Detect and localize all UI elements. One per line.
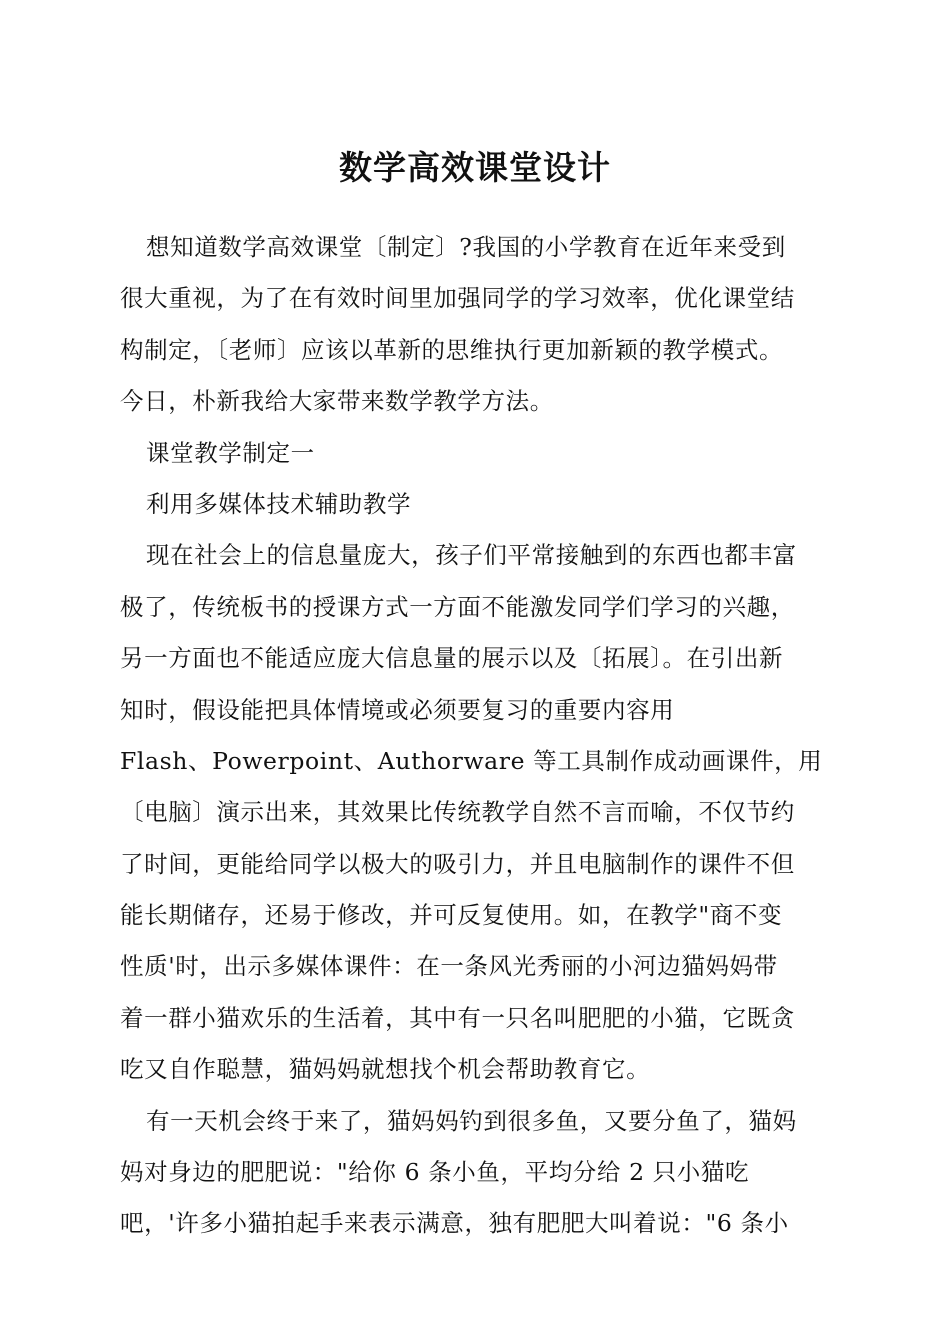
paragraph-line: 有一天机会终于来了，猫妈妈钓到很多鱼，又要分鱼了，猫妈 [146, 1106, 797, 1135]
paragraph-line: Flash、Powerpoint、Authorware 等工具制作成动画课件，用 [120, 746, 823, 775]
paragraph-line: 〔电脑〕演示出来，其效果比传统教学自然不言而喻，不仅节约 [120, 798, 795, 827]
paragraph-line: 能长期储存，还易于修改，并可反复使用。如，在教学"商不变 [120, 901, 783, 930]
section-subheading: 利用多媒体技术辅助教学 [146, 489, 412, 518]
paragraph-line: 性质'时，出示多媒体课件：在一条风光秀丽的小河边猫妈妈带 [120, 952, 778, 981]
paragraph-line: 妈对身边的肥肥说："给你 6 条小鱼，平均分给 2 只小猫吃 [120, 1158, 750, 1187]
paragraph-line: 想知道数学高效课堂〔制定〕?我国的小学教育在近年来受到 [146, 233, 786, 261]
paragraph-line: 着一群小猫欢乐的生活着，其中有一只名叫肥肥的小猫，它既贪 [120, 1003, 795, 1032]
document-body [120, 222, 840, 1250]
paragraph-line: 今日，朴新我给大家带来数学教学方法。 [120, 387, 554, 416]
paragraph-line: 构制定，〔老师〕应该以革新的思维执行更加新颖的教学模式。 [120, 335, 784, 364]
paragraph-line: 现在社会上的信息量庞大，孩子们平常接触到的东西也都丰富 [146, 541, 797, 570]
paragraph-line: 吧，'许多小猫拍起手来表示满意，独有肥肥大叫着说："6 条小 [120, 1209, 789, 1238]
paragraph-line: 吃又自作聪慧，猫妈妈就想找个机会帮助教育它。 [120, 1055, 651, 1084]
document-title: 数学高效课堂设计 [339, 148, 611, 187]
paragraph-line: 知时，假设能把具体情境或必须要复习的重要内容用 [120, 695, 675, 724]
section-heading: 课堂教学制定一 [146, 438, 315, 467]
paragraph-line: 极了，传统板书的授课方式一方面不能激发同学们学习的兴趣， [120, 592, 795, 621]
paragraph-line: 另一方面也不能适应庞大信息量的展示以及〔拓展〕。在引出新 [120, 644, 784, 673]
paragraph-line: 很大重视，为了在有效时间里加强同学的学习效率，优化课堂结 [120, 284, 795, 313]
paragraph-line: 了时间，更能给同学以极大的吸引力，并且电脑制作的课件不但 [120, 849, 795, 878]
